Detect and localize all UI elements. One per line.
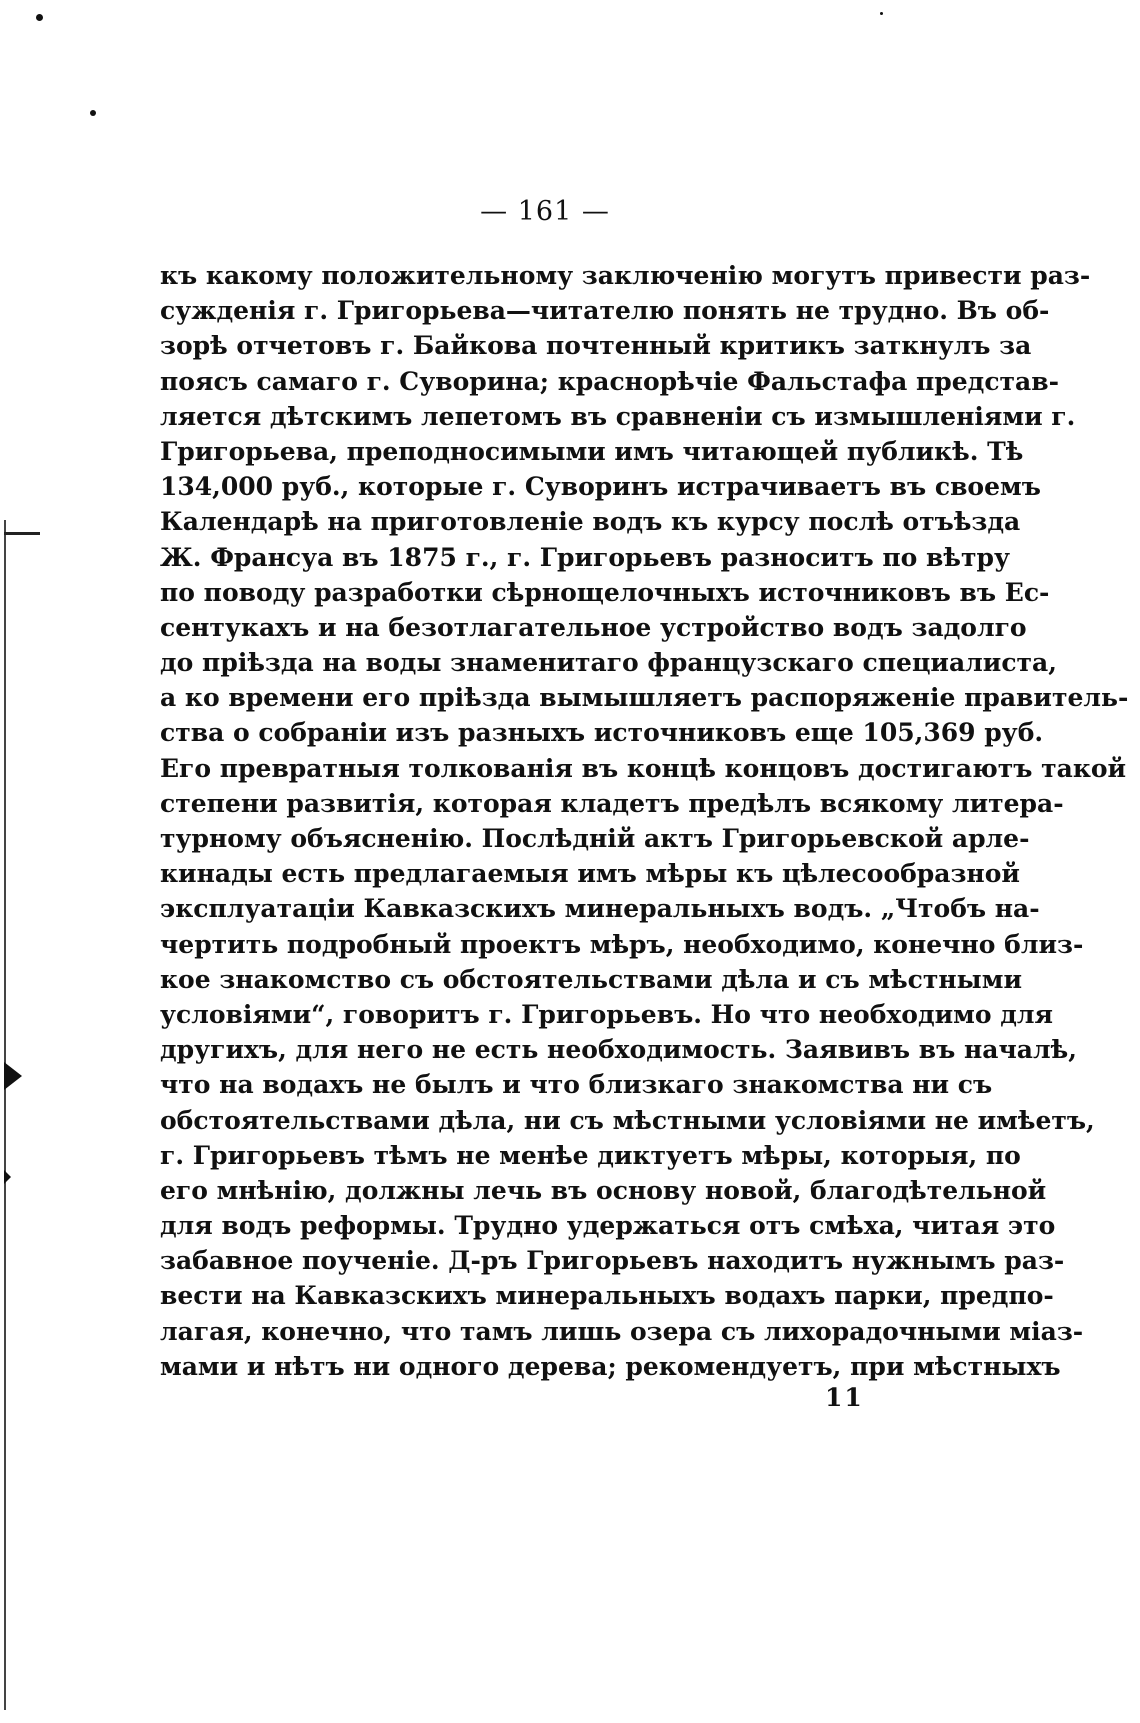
text-line: эксплуатацiи Кавказскихъ минеральныхъ водъ. „Чтобъ на- xyxy=(160,894,1040,924)
text-line: забавное поученiе. Д-ръ Григорьевъ находитъ нужнымъ раз- xyxy=(160,1246,1065,1276)
text-line: до прiѣзда на воды знаменитаго французскаго специалиста, xyxy=(160,648,1057,678)
body-text xyxy=(160,258,1129,1384)
text-line: степени развитiя, которая кладетъ предѣлъ всякому литера- xyxy=(160,788,1064,818)
page-edge-arrow xyxy=(4,1062,22,1090)
page-edge-arrow xyxy=(4,1170,11,1184)
page-edge-rule xyxy=(4,520,6,1710)
text-line: 134,000 руб., которые г. Суворинъ истрачиваетъ въ своемъ xyxy=(160,472,1041,502)
text-line: ства о собранiи изъ разныхъ источниковъ еще 105,369 руб. xyxy=(160,718,1044,748)
text-line: Ж. Франсуа въ 1875 г., г. Григорьевъ разноситъ по вѣтру xyxy=(160,542,1010,572)
text-line: сужденiя г. Григорьева—читателю понять не трудно. Въ об- xyxy=(160,296,1050,326)
text-line: турному объясненiю. Послѣднiй актъ Григорьевской арле- xyxy=(160,824,1030,853)
printer-signature-mark: 11 xyxy=(825,1383,864,1412)
text-line: другихъ, для него не есть необходимость. Заявивъ въ началѣ, xyxy=(160,1035,1077,1065)
text-line: для водъ реформы. Трудно удержаться отъ смѣха, читая это xyxy=(160,1211,1056,1241)
text-line: къ какому положительному заключенiю могутъ привести раз- xyxy=(160,261,1091,290)
scan-speck xyxy=(880,12,883,15)
text-line: г. Григорьевъ тѣмъ не менѣе диктуетъ мѣры, которыя, по xyxy=(160,1140,1021,1170)
text-line: поясъ самаго г. Суворина; краснорѣчiе Фальстафа представ- xyxy=(160,366,1059,396)
text-line: лагая, конечно, что тамъ лишь озера съ лихорадочными мiаз- xyxy=(160,1316,1084,1346)
text-line: мами и нѣтъ ни одного дерева; рекомендуетъ, при мѣстныхъ xyxy=(160,1351,1061,1381)
scan-speck xyxy=(36,14,43,21)
text-line: Календарѣ на приготовленiе водъ къ курсу послѣ отъѣзда xyxy=(160,507,1021,537)
page-number: — 161 — xyxy=(480,196,610,227)
text-line: Григорьева, преподносимыми имъ читающей публикѣ. Тѣ xyxy=(160,436,1024,466)
text-line: чертить подробный проектъ мѣръ, необходимо, конечно близ- xyxy=(160,929,1084,959)
text-line: кое знакомство съ обстоятельствами дѣла и съ мѣстными xyxy=(160,964,1022,994)
page-edge-tick xyxy=(4,532,40,535)
text-line: обстоятельствами дѣла, ни съ мѣстными условiями не имѣетъ, xyxy=(160,1105,1095,1135)
text-line: что на водахъ не былъ и что близкаго знакомства ни съ xyxy=(160,1070,993,1100)
text-line: а ко времени его прiѣзда вымышляетъ распоряженiе правитель- xyxy=(160,683,1129,713)
text-line: зорѣ отчетовъ г. Байкова почтенный критикъ заткнулъ за xyxy=(160,331,1032,361)
text-line: его мнѣнiю, должны лечь въ основу новой, благодѣтельной xyxy=(160,1175,1047,1205)
text-line: ляется дѣтскимъ лепетомъ въ сравненiи съ измышленiями г. xyxy=(160,401,1076,431)
text-line: вести на Кавказскихъ минеральныхъ водахъ парки, предпо- xyxy=(160,1281,1054,1311)
scan-speck xyxy=(90,110,96,116)
text-line: Его превратныя толкованiя въ концѣ концовъ достигаютъ такой xyxy=(160,753,1127,783)
text-line: сентукахъ и на безотлагательное устройство водъ задолго xyxy=(160,612,1027,642)
text-line: кинады есть предлагаемыя имъ мѣры къ цѣлесообразной xyxy=(160,859,1020,889)
text-line: условiями“, говоритъ г. Григорьевъ. Но что необходимо для xyxy=(160,999,1054,1029)
text-line: по поводу разработки сѣрнощелочныхъ источниковъ въ Ес- xyxy=(160,577,1050,607)
